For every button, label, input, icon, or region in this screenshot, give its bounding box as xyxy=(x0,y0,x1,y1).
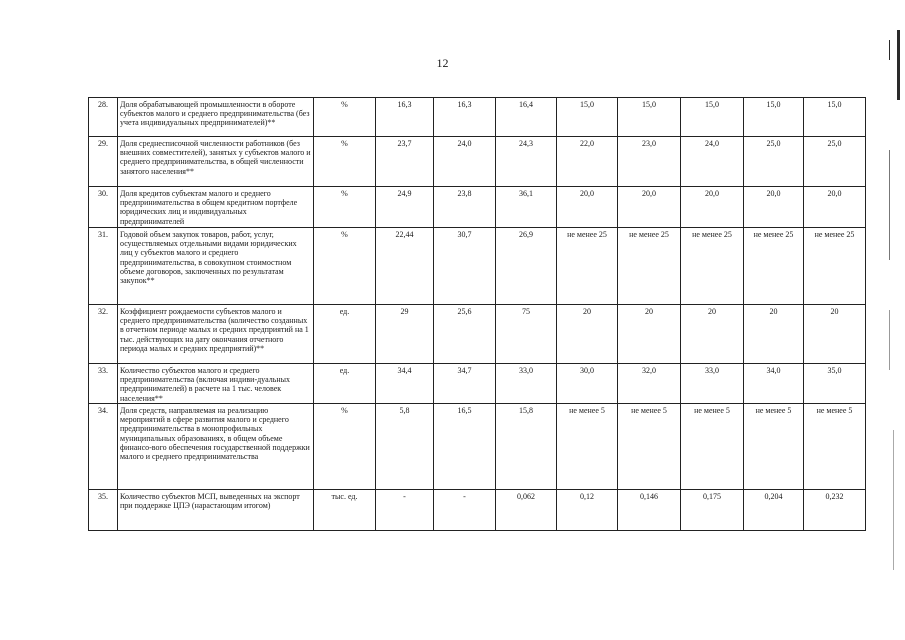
value-cell: 35,0 xyxy=(804,364,866,404)
value-cell: 5,8 xyxy=(376,404,434,490)
value-cell: 20,0 xyxy=(804,187,866,228)
value-cell: 29 xyxy=(376,305,434,364)
value-cell: 34,0 xyxy=(744,364,804,404)
value-cell: 24,0 xyxy=(434,137,496,187)
value-cell: 23,8 xyxy=(434,187,496,228)
value-cell: 16,3 xyxy=(376,98,434,137)
value-cell: 15,8 xyxy=(496,404,557,490)
value-cell: 22,44 xyxy=(376,228,434,305)
scan-edge-mark xyxy=(893,430,894,570)
row-number: 32. xyxy=(89,305,118,364)
value-cell: 20 xyxy=(557,305,618,364)
table-row xyxy=(89,187,866,228)
value-cell: не менее 5 xyxy=(681,404,744,490)
unit-cell: тыс. ед. xyxy=(314,490,376,531)
value-cell: 25,0 xyxy=(744,137,804,187)
value-cell: 20,0 xyxy=(557,187,618,228)
value-cell: 16,5 xyxy=(434,404,496,490)
row-number: 31. xyxy=(89,228,118,305)
unit-cell: ед. xyxy=(314,305,376,364)
indicator-name: Доля обрабатывающей промышленности в обороте субъектов малого и среднего предпринимательства (без учета индивидуальных предпринимателей)** xyxy=(118,98,314,137)
page-number: 12 xyxy=(436,56,449,70)
value-cell: 15,0 xyxy=(804,98,866,137)
value-cell: 23,0 xyxy=(618,137,681,187)
row-number: 29. xyxy=(89,137,118,187)
unit-cell: % xyxy=(314,137,376,187)
table-row xyxy=(89,137,866,187)
row-number: 33. xyxy=(89,364,118,404)
value-cell: 26,9 xyxy=(496,228,557,305)
indicator-name: Годовой объем закупок товаров, работ, услуг, осуществляемых отдельными видами юридических лиц у субъектов малого и среднего предпринимательства, в совокупном стоимостном объеме договоров, заключенных по результатам закупок** xyxy=(118,228,314,305)
value-cell: 16,4 xyxy=(496,98,557,137)
value-cell: не менее 25 xyxy=(557,228,618,305)
indicator-name: Доля средств, направляемая на реализацию мероприятий в сфере развития малого и среднего предпринимательства в монопрофильных муниципальных образованиях, в общем объеме финансо-вого обеспечения государственной поддержки малого и среднего предпринимательства xyxy=(118,404,314,490)
unit-cell: % xyxy=(314,187,376,228)
value-cell: 0,146 xyxy=(618,490,681,531)
value-cell: 34,7 xyxy=(434,364,496,404)
value-cell: 20 xyxy=(618,305,681,364)
value-cell: 24,0 xyxy=(681,137,744,187)
value-cell: 15,0 xyxy=(557,98,618,137)
value-cell: 15,0 xyxy=(744,98,804,137)
value-cell: 16,3 xyxy=(434,98,496,137)
value-cell: 30,7 xyxy=(434,228,496,305)
row-number: 28. xyxy=(89,98,118,137)
value-cell: не менее 25 xyxy=(804,228,866,305)
scan-edge-mark xyxy=(897,30,900,100)
value-cell: 24,3 xyxy=(496,137,557,187)
indicator-name: Количество субъектов малого и среднего предпринимательства (включая индиви-дуальных предпринимателей) в расчете на 1 тыс. человек населения** xyxy=(118,364,314,404)
value-cell: - xyxy=(376,490,434,531)
value-cell: не менее 5 xyxy=(557,404,618,490)
table-row xyxy=(89,404,866,490)
value-cell: 15,0 xyxy=(681,98,744,137)
value-cell: 22,0 xyxy=(557,137,618,187)
indicators-table xyxy=(88,97,866,531)
table-row xyxy=(89,305,866,364)
value-cell: - xyxy=(434,490,496,531)
value-cell: 20,0 xyxy=(618,187,681,228)
value-cell: 36,1 xyxy=(496,187,557,228)
value-cell: 75 xyxy=(496,305,557,364)
value-cell: 0,175 xyxy=(681,490,744,531)
value-cell: не менее 5 xyxy=(744,404,804,490)
row-number: 30. xyxy=(89,187,118,228)
value-cell: 15,0 xyxy=(618,98,681,137)
value-cell: не менее 25 xyxy=(681,228,744,305)
value-cell: 0,232 xyxy=(804,490,866,531)
table-row xyxy=(89,490,866,531)
value-cell: не менее 25 xyxy=(744,228,804,305)
indicator-name: Доля кредитов субъектам малого и среднего предпринимательства в общем кредитном портфеле юридических лиц и индивидуальных предпринимателей xyxy=(118,187,314,228)
value-cell: 30,0 xyxy=(557,364,618,404)
unit-cell: % xyxy=(314,228,376,305)
value-cell: 20 xyxy=(744,305,804,364)
value-cell: 24,9 xyxy=(376,187,434,228)
indicator-name: Количество субъектов МСП, выведенных на экспорт при поддержке ЦПЭ (нарастающим итогом) xyxy=(118,490,314,531)
scan-edge-mark xyxy=(889,40,890,60)
value-cell: 0,12 xyxy=(557,490,618,531)
indicator-name: Коэффициент рождаемости субъектов малого и среднего предпринимательства (количество созданных в отчетном периоде малых и средних предприятий на 1 тыс. действующих на дату окончания отчетного периода малых и средних предприятий)** xyxy=(118,305,314,364)
scan-edge-mark xyxy=(889,150,890,260)
table-row xyxy=(89,98,866,137)
indicator-name: Доля среднесписочной численности работников (без внешних совместителей), занятых у субъектов малого и среднего предпринимательства, в общей численности занятого населения** xyxy=(118,137,314,187)
value-cell: 32,0 xyxy=(618,364,681,404)
table-row xyxy=(89,364,866,404)
value-cell: 0,062 xyxy=(496,490,557,531)
unit-cell: % xyxy=(314,404,376,490)
value-cell: 20,0 xyxy=(681,187,744,228)
value-cell: 0,204 xyxy=(744,490,804,531)
unit-cell: ед. xyxy=(314,364,376,404)
value-cell: 20 xyxy=(804,305,866,364)
value-cell: 33,0 xyxy=(496,364,557,404)
value-cell: 20,0 xyxy=(744,187,804,228)
value-cell: 23,7 xyxy=(376,137,434,187)
value-cell: 25,0 xyxy=(804,137,866,187)
table-row xyxy=(89,228,866,305)
value-cell: не менее 5 xyxy=(804,404,866,490)
value-cell: не менее 5 xyxy=(618,404,681,490)
value-cell: 20 xyxy=(681,305,744,364)
value-cell: 25,6 xyxy=(434,305,496,364)
value-cell: не менее 25 xyxy=(618,228,681,305)
row-number: 34. xyxy=(89,404,118,490)
value-cell: 33,0 xyxy=(681,364,744,404)
value-cell: 34,4 xyxy=(376,364,434,404)
unit-cell: % xyxy=(314,98,376,137)
scan-edge-mark xyxy=(889,310,890,370)
row-number: 35. xyxy=(89,490,118,531)
